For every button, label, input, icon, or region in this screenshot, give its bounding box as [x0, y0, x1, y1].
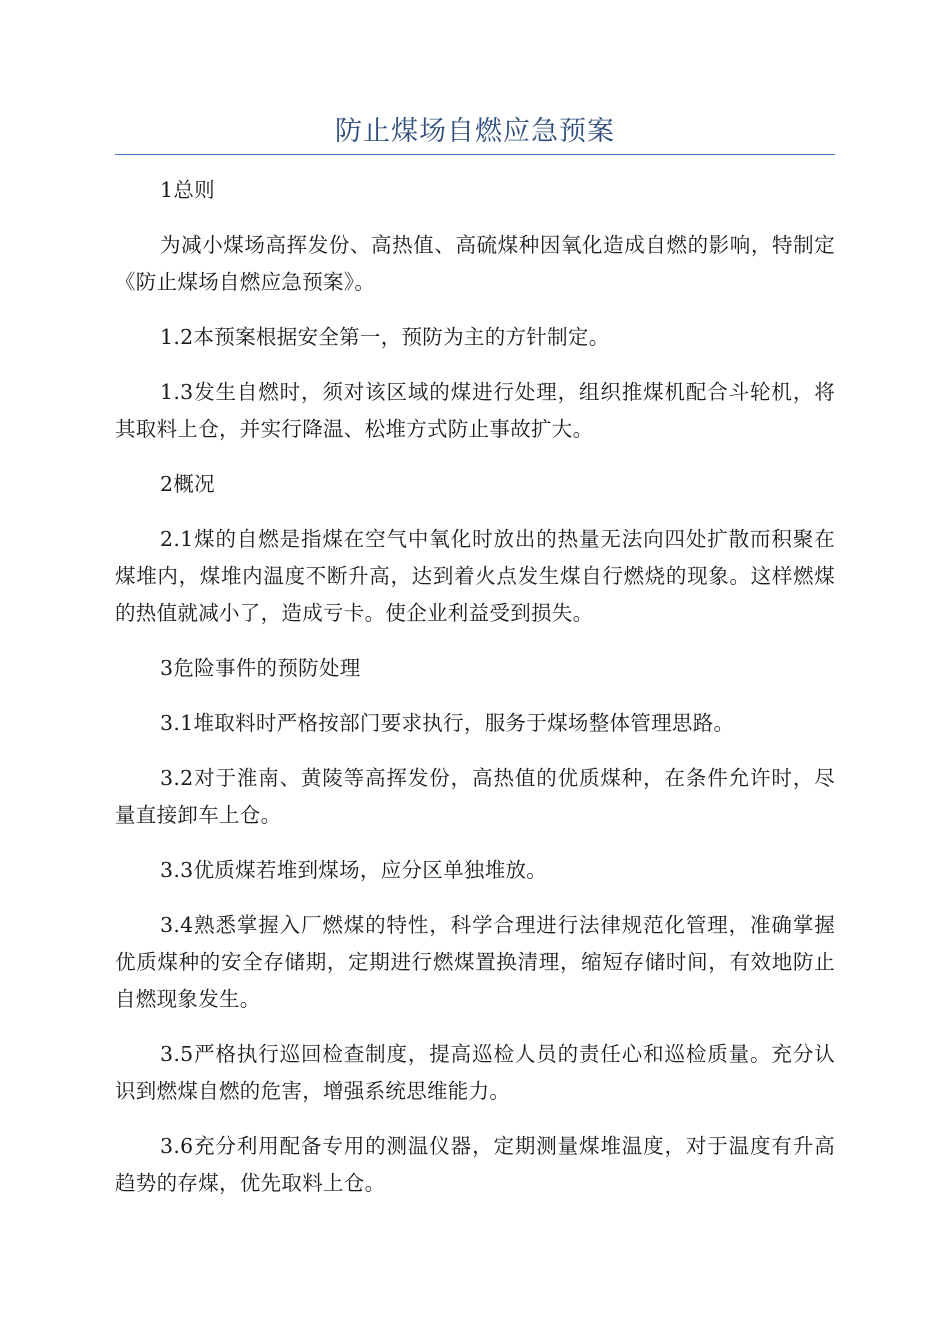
- paragraph-3-4: 3.4熟悉掌握入厂燃煤的特性，科学合理进行法律规范化管理，准确掌握优质煤种的安全存储期，定期进行燃煤置换清理，缩短存储时间，有效地防止自燃现象发生。: [115, 913, 835, 1011]
- paragraph-3-3: 3.3优质煤若堆到煤场，应分区单独堆放。: [160, 858, 548, 882]
- paragraph-purpose: 为减小煤场高挥发份、高热值、高硫煤种因氧化造成自燃的影响，特制定《防止煤场自燃应急预案》。: [115, 233, 835, 294]
- section-heading-overview: 2概况: [160, 472, 215, 496]
- paragraph-3-1: 3.1堆取料时严格按部门要求执行，服务于煤场整体管理思路。: [160, 711, 735, 735]
- document-body: [115, 172, 835, 1220]
- title-divider: [115, 154, 835, 155]
- paragraph-1-3: 1.3发生自燃时，须对该区域的煤进行处理，组织推煤机配合斗轮机，将其取料上仓，并实行降温、松堆方式防止事故扩大。: [115, 380, 835, 441]
- paragraph-3-6: 3.6充分利用配备专用的测温仪器，定期测量煤堆温度，对于温度有升高趋势的存煤，优先取料上仓。: [115, 1134, 835, 1195]
- paragraph-3-5: 3.5严格执行巡回检查制度，提高巡检人员的责任心和巡检质量。充分认识到燃煤自燃的危害，增强系统思维能力。: [115, 1042, 835, 1103]
- paragraph-2-1: 2.1煤的自燃是指煤在空气中氧化时放出的热量无法向四处扩散而积聚在煤堆内，煤堆内温度不断升高，达到着火点发生煤自行燃烧的现象。这样燃煤的热值就减小了，造成亏卡。使企业利益受到损失。: [115, 527, 835, 625]
- section-heading-general: 1总则: [160, 178, 215, 202]
- paragraph-1-2: 1.2本预案根据安全第一，预防为主的方针制定。: [160, 325, 610, 349]
- section-heading-prevention: 3危险事件的预防处理: [160, 656, 361, 680]
- paragraph-3-2: 3.2对于淮南、黄陵等高挥发份，高热值的优质煤种，在条件允许时，尽量直接卸车上仓。: [115, 766, 835, 827]
- document-title: 防止煤场自燃应急预案: [335, 116, 615, 147]
